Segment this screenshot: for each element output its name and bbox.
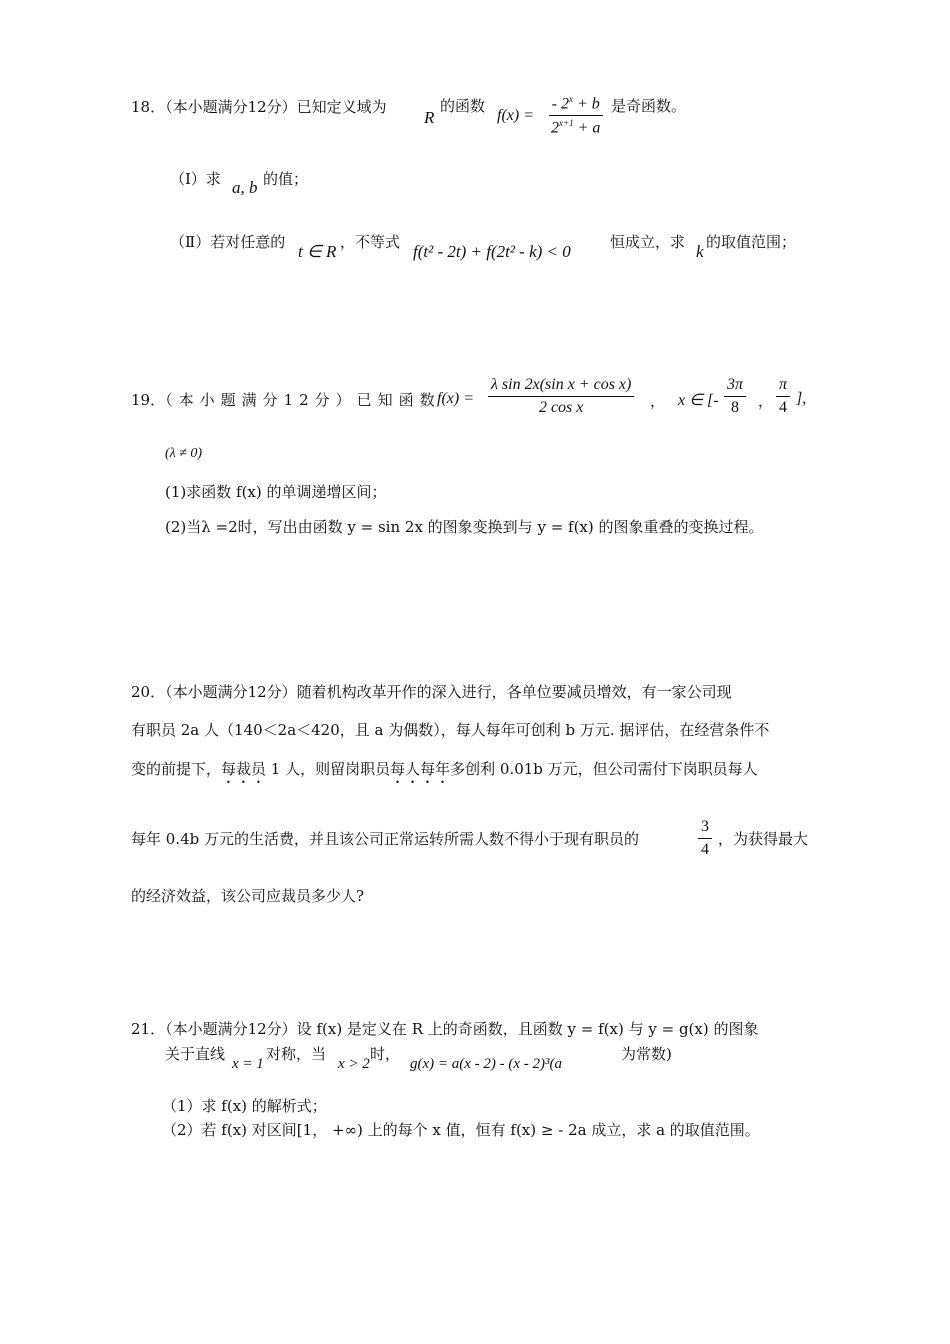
q21-number: 21． bbox=[131, 1020, 166, 1038]
q19-condition: (λ ≠ 0) bbox=[165, 446, 203, 461]
q20-number: 20． bbox=[131, 683, 166, 701]
q18-part2-t: t ∈ R bbox=[298, 242, 337, 261]
q18-part1-end: 的值； bbox=[263, 170, 309, 188]
q21-line2-x1: x = 1 bbox=[232, 1056, 264, 1072]
q18-part2-mid: ，不等式 bbox=[340, 233, 401, 251]
q20-line5: 的经济效益，该公司应裁员多少人? bbox=[131, 887, 365, 905]
q21-line2-d: 为常数) bbox=[621, 1045, 672, 1063]
q21-part2: （2）若 f(x) 对区间[1， +∞) 上的每个 x 值，恒有 f(x) ≥ - 2a 成立，求 a 的取值范围。 bbox=[162, 1121, 760, 1139]
q20-frac-den: 4 bbox=[701, 841, 709, 858]
q19-domain-frac2-den: 4 bbox=[779, 399, 787, 416]
q18-frac-num-exp: x bbox=[568, 94, 573, 104]
q19-domain-frac1 bbox=[724, 376, 746, 417]
q20-line3-a: 变的前提下， bbox=[131, 760, 222, 778]
q19-domain-sep: ， bbox=[758, 392, 774, 410]
q19-domain-frac1-num: 3π bbox=[724, 376, 746, 397]
q18-domain-R: R bbox=[424, 108, 435, 127]
q21-part1: （1）求 f(x) 的解析式； bbox=[162, 1097, 327, 1115]
q19-stem bbox=[131, 388, 441, 412]
q18-stem bbox=[131, 95, 387, 119]
q20-line4: 每年 0.4b 万元的生活费，并且该公司正常运转所需人数不得小于现有职员的 bbox=[131, 830, 639, 848]
q21-line2-a: 关于直线 bbox=[165, 1045, 226, 1063]
q20-line3-emphasis-1: 每裁员 bbox=[221, 760, 267, 778]
q20-frac-num: 3 bbox=[698, 818, 712, 839]
q18-part2-inequality: f(t² - 2t) + f(2t² - k) < 0 bbox=[413, 242, 571, 261]
q21-line2-c: 时， bbox=[370, 1045, 401, 1063]
q19-comma: ， bbox=[650, 392, 666, 410]
q21-line2-b: 对称，当 bbox=[266, 1045, 327, 1063]
q20-line1 bbox=[131, 680, 732, 704]
q19-domain-start: x ∈ [- bbox=[678, 392, 719, 409]
q18-frac-num-tail: + b bbox=[572, 95, 600, 113]
q20-line1-text: （本小题满分12分）随着机构改革开作的深入进行，各单位要减员增效，有一家公司现 bbox=[165, 683, 732, 701]
q19-domain-frac2-num: π bbox=[776, 376, 790, 397]
q19-function-fraction bbox=[488, 376, 634, 417]
q18-mid-text: 的函数 bbox=[440, 97, 486, 115]
q19-domain-frac1-den: 8 bbox=[731, 399, 739, 416]
q19-domain-end: ], bbox=[796, 390, 807, 407]
q18-number: 18． bbox=[131, 98, 166, 116]
q18-frac-num: - 2 bbox=[551, 95, 569, 113]
q19-number: 19． bbox=[131, 391, 166, 409]
q21-line2-x2: x > 2 bbox=[338, 1056, 370, 1072]
q18-part1-label: （Ⅰ）求 bbox=[170, 170, 221, 188]
q18-function-label: f(x) = bbox=[497, 107, 534, 124]
q20-line3-emphasis-2: 每人每年 bbox=[390, 760, 451, 778]
q21-line2-g: g(x) = a(x - 2) - (x - 2)³(a bbox=[410, 1056, 563, 1072]
q20-line3 bbox=[131, 757, 758, 787]
q20-fraction bbox=[698, 818, 712, 859]
q20-line4-end: ，为获得最大 bbox=[718, 830, 809, 848]
q19-frac-den: 2 cos x bbox=[538, 399, 584, 416]
q18-frac-den-exp: x+1 bbox=[559, 118, 574, 129]
q18-part2-label: （Ⅱ）若对任意的 bbox=[170, 233, 286, 251]
q21-line1 bbox=[131, 1017, 758, 1041]
q19-function-label: f(x) = bbox=[437, 390, 474, 407]
q21-line1-text: （本小题满分12分）设 f(x) 是定义在 R 上的奇函数，且函数 y = f(x) 与 y = g(x) 的图象 bbox=[165, 1020, 759, 1038]
q18-function-fraction bbox=[548, 94, 603, 138]
q19-domain-frac2 bbox=[776, 376, 790, 417]
q18-intro: （本小题满分12分）已知定义域为 bbox=[165, 98, 387, 116]
q19-part1: (1)求函数 f(x) 的单调递增区间； bbox=[165, 483, 387, 501]
q18-frac-den-tail: + a bbox=[573, 119, 601, 137]
q20-line2: 有职员 2a 人（140＜2a＜420，且 a 为偶数），每人每年可创利 b 万元. 据评估，在经营条件不 bbox=[131, 721, 770, 739]
q18-part1-math: a, b bbox=[232, 178, 258, 197]
q18-end-text: 是奇函数。 bbox=[611, 97, 687, 115]
q19-intro: （本小题满分12分）已知函数 bbox=[165, 391, 441, 409]
q18-part2-end: 的取值范围； bbox=[706, 233, 797, 251]
q19-frac-num: λ sin 2x(sin x + cos x) bbox=[488, 376, 634, 397]
q19-part2: (2)当λ =2时，写出由函数 y = sin 2x 的图象变换到与 y = f(x) 的图象重叠的变换过程。 bbox=[165, 518, 764, 536]
q18-part2-k: k bbox=[696, 242, 704, 261]
q18-frac-den: 2 bbox=[551, 119, 559, 137]
q18-part2-mid2: 恒成立，求 bbox=[610, 233, 686, 251]
q20-line3-c: 1 人，则留岗职员 bbox=[266, 760, 391, 778]
q20-line3-e: 多创利 0.01b 万元，但公司需付下岗职员每人 bbox=[450, 760, 758, 778]
